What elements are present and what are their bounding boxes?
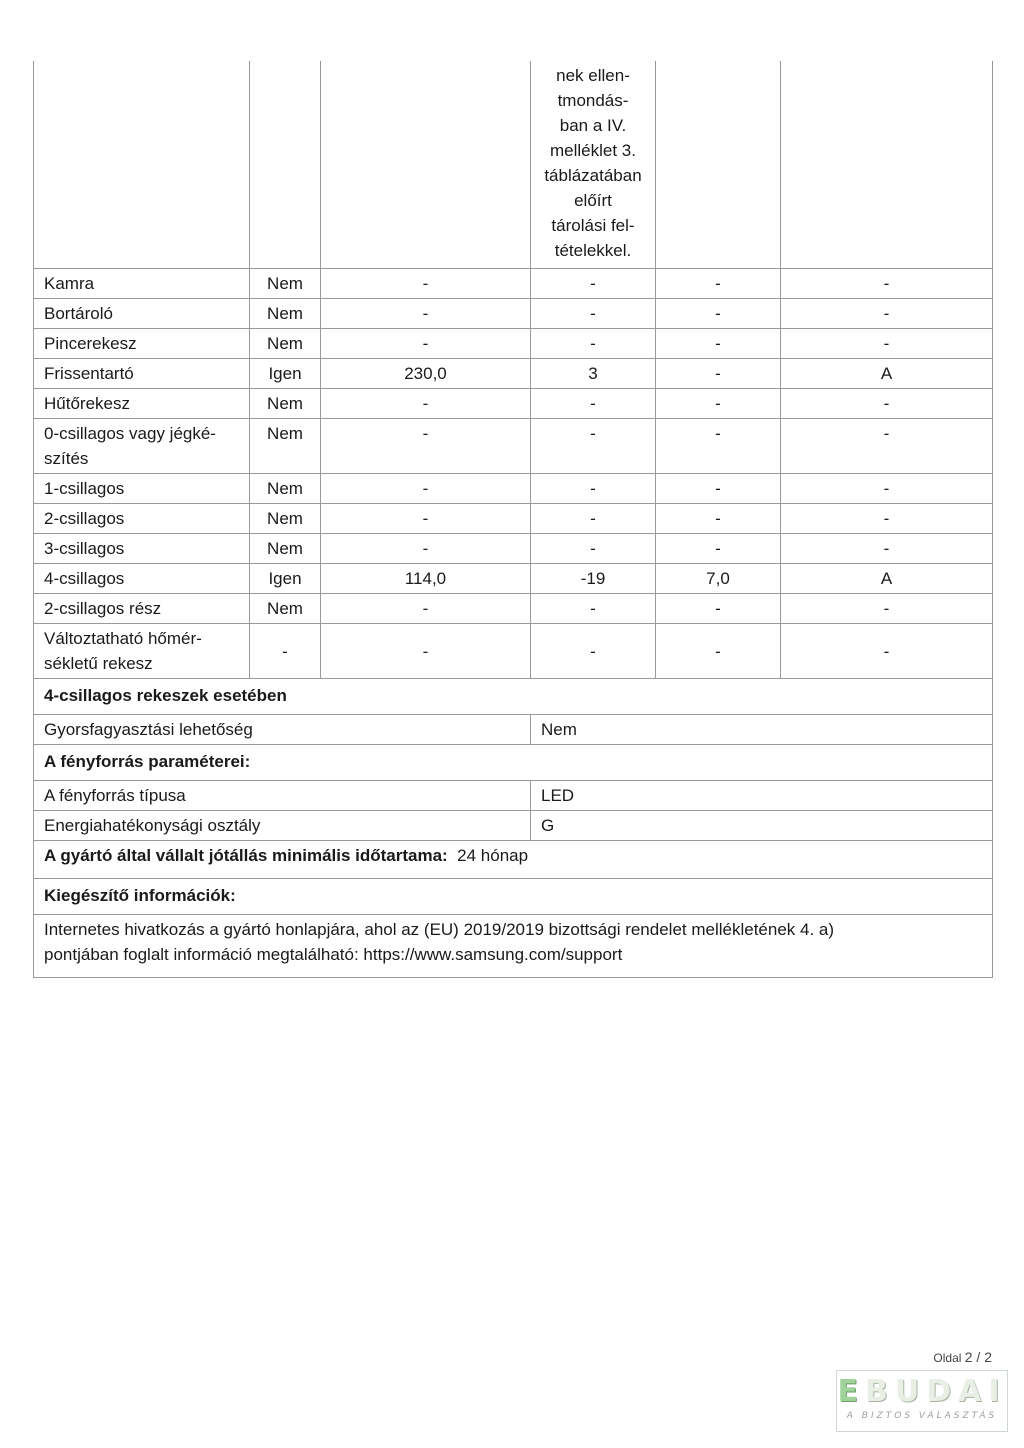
compartment-name-line: 0-csillagos vagy jégké- — [44, 424, 216, 443]
compartment-temperature: - — [531, 269, 656, 299]
compartment-name: Hűtőrekesz — [34, 389, 250, 419]
compartment-temperature: - — [531, 594, 656, 624]
compartment-temperature: - — [531, 504, 656, 534]
compartment-temperature: - — [531, 474, 656, 504]
header-line: tárolási fel- — [551, 216, 635, 235]
compartment-defrost-type: - — [781, 269, 993, 299]
light-type-label: A fényforrás típusa — [34, 781, 531, 811]
compartment-freezing-capacity: - — [656, 594, 781, 624]
page-number-value: 2 / 2 — [964, 1349, 992, 1365]
compartment-present: Igen — [250, 359, 321, 389]
storage-conditions-cell — [531, 61, 656, 269]
compartment-freezing-capacity: - — [656, 504, 781, 534]
warranty-row — [34, 841, 993, 879]
compartment-name: 4-csillagos — [34, 564, 250, 594]
table-row — [34, 269, 993, 299]
header-line: tmondás- — [557, 91, 629, 110]
compartment-volume: - — [321, 504, 531, 534]
light-heading-row — [34, 745, 993, 781]
logo-brand: EBUDAI — [837, 1374, 1007, 1409]
compartment-present: - — [250, 624, 321, 679]
compartment-volume: 230,0 — [321, 359, 531, 389]
additional-info-line: pontjában foglalt információ megtalálható: https://www.samsung.com/support — [44, 945, 623, 964]
light-class-row — [34, 811, 993, 841]
compartment-defrost-type: - — [781, 594, 993, 624]
compartment-freezing-capacity: - — [656, 389, 781, 419]
compartment-defrost-type: - — [781, 534, 993, 564]
continuation-row — [34, 61, 993, 269]
compartment-freezing-capacity: - — [656, 329, 781, 359]
warranty-value: 24 hónap — [457, 846, 529, 865]
compartment-present: Nem — [250, 474, 321, 504]
compartment-present: Nem — [250, 389, 321, 419]
compartment-temperature: - — [531, 534, 656, 564]
compartment-defrost-type: - — [781, 419, 993, 474]
compartment-defrost-type: - — [781, 299, 993, 329]
compartment-freezing-capacity: 7,0 — [656, 564, 781, 594]
fast-freeze-label: Gyorsfagyasztási lehetőség — [34, 715, 531, 745]
table-row — [34, 359, 993, 389]
fast-freeze-value: Nem — [531, 715, 993, 745]
compartment-volume: - — [321, 419, 531, 474]
compartment-name: 2-csillagos — [34, 504, 250, 534]
compartment-present: Nem — [250, 269, 321, 299]
compartment-table — [33, 61, 993, 978]
compartment-present: Nem — [250, 504, 321, 534]
compartment-defrost-type: - — [781, 329, 993, 359]
compartment-volume: 114,0 — [321, 564, 531, 594]
compartment-volume: - — [321, 329, 531, 359]
table-row — [34, 389, 993, 419]
additional-heading-row — [34, 879, 993, 915]
header-line: tételekkel. — [554, 241, 632, 260]
compartment-defrost-type: - — [781, 504, 993, 534]
compartment-present: Nem — [250, 419, 321, 474]
compartment-temperature: -19 — [531, 564, 656, 594]
compartment-volume: - — [321, 389, 531, 419]
table-row — [34, 564, 993, 594]
compartment-freezing-capacity: - — [656, 359, 781, 389]
compartment-name: 3-csillagos — [34, 534, 250, 564]
compartment-name: 1-csillagos — [34, 474, 250, 504]
table-row — [34, 474, 993, 504]
compartment-defrost-type: A — [781, 359, 993, 389]
ebudai-logo — [836, 1370, 1008, 1432]
compartment-freezing-capacity: - — [656, 269, 781, 299]
table-row — [34, 534, 993, 564]
table-row — [34, 504, 993, 534]
light-class-value: G — [531, 811, 993, 841]
table-row — [34, 624, 993, 679]
compartment-name-line: Változtatható hőmér- — [44, 629, 202, 648]
compartment-present: Nem — [250, 594, 321, 624]
compartment-present: Igen — [250, 564, 321, 594]
header-line: melléklet 3. — [550, 141, 636, 160]
page-number — [933, 1349, 992, 1365]
compartment-volume: - — [321, 269, 531, 299]
table-row — [34, 329, 993, 359]
compartment-volume: - — [321, 474, 531, 504]
compartment-name: Pincerekesz — [34, 329, 250, 359]
header-line: előírt — [574, 191, 612, 210]
header-line: ban a IV. — [559, 116, 627, 135]
compartment-temperature: - — [531, 299, 656, 329]
compartment-temperature: - — [531, 389, 656, 419]
four-star-heading: 4-csillagos rekeszek esetében — [34, 679, 993, 715]
compartment-defrost-type: - — [781, 474, 993, 504]
compartment-volume: - — [321, 299, 531, 329]
four-star-heading-row — [34, 679, 993, 715]
compartment-present: Nem — [250, 329, 321, 359]
table-row — [34, 299, 993, 329]
additional-info-row — [34, 915, 993, 978]
compartment-defrost-type: - — [781, 389, 993, 419]
compartment-volume: - — [321, 624, 531, 679]
compartment-name: 2-csillagos rész — [34, 594, 250, 624]
compartment-defrost-type: A — [781, 564, 993, 594]
compartment-present: Nem — [250, 534, 321, 564]
compartment-name: Frissentartó — [34, 359, 250, 389]
compartment-temperature: - — [531, 624, 656, 679]
compartment-temperature: 3 — [531, 359, 656, 389]
light-type-value: LED — [531, 781, 993, 811]
compartment-volume: - — [321, 534, 531, 564]
compartment-freezing-capacity: - — [656, 419, 781, 474]
page-label: Oldal — [933, 1351, 962, 1365]
compartment-freezing-capacity: - — [656, 299, 781, 329]
compartment-name-line: szítés — [44, 449, 89, 468]
compartment-defrost-type: - — [781, 624, 993, 679]
compartment-temperature: - — [531, 329, 656, 359]
compartment-temperature: - — [531, 419, 656, 474]
table-row — [34, 419, 993, 474]
light-class-label: Energiahatékonysági osztály — [34, 811, 531, 841]
compartment-volume: - — [321, 594, 531, 624]
table-row — [34, 594, 993, 624]
compartment-name — [34, 624, 250, 679]
fast-freeze-row — [34, 715, 993, 745]
compartment-name-line: sékletű rekesz — [44, 654, 153, 673]
compartment-freezing-capacity: - — [656, 624, 781, 679]
header-line: nek ellen- — [556, 66, 630, 85]
light-type-row — [34, 781, 993, 811]
header-line: táblázatában — [544, 166, 642, 185]
compartment-present: Nem — [250, 299, 321, 329]
light-heading: A fényforrás paraméterei: — [34, 745, 993, 781]
additional-heading: Kiegészítő információk: — [34, 879, 993, 915]
compartment-name: Bortároló — [34, 299, 250, 329]
logo-tagline: A BIZTOS VÁLASZTÁS — [846, 1411, 998, 1421]
compartment-name: Kamra — [34, 269, 250, 299]
compartment-freezing-capacity: - — [656, 474, 781, 504]
warranty-label: A gyártó által vállalt jótállás minimális időtartama: — [44, 846, 448, 865]
additional-info-line: Internetes hivatkozás a gyártó honlapjára, ahol az (EU) 2019/2019 bizottsági rendelet mellékletének 4. a) — [44, 920, 835, 939]
compartment-freezing-capacity: - — [656, 534, 781, 564]
compartment-name — [34, 419, 250, 474]
